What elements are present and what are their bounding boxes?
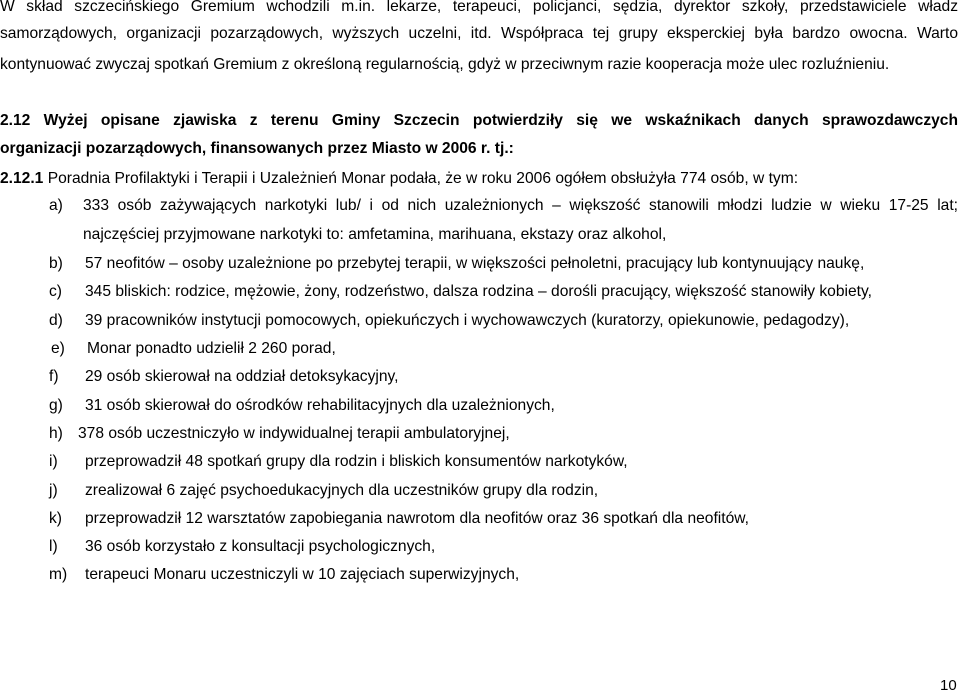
subsection-text: Poradnia Profilaktyki i Terapii i Uzależnień Monar podała, że w roku 2006 ogółem obsłużyła 774 osób, w tym: <box>43 170 799 187</box>
list-item-text: 31 osób skierował do ośrodków rehabilitacyjnych dla uzależnionych, <box>85 397 555 414</box>
list-item-letter: h) <box>49 425 63 442</box>
list-item-text: przeprowadził 12 warsztatów zapobiegania nawrotom dla neofitów oraz 36 spotkań dla neofitów, <box>85 510 749 527</box>
list-item-text: 333 osób zażywających narkotyki lub/ i od nich uzależnionych – większość stanowili młodzi ludzie w wieku 17-25 lat; <box>83 197 958 214</box>
intro-line-1: W skład szczecińskiego Gremium wchodzili m.in. lekarze, terapeuci, policjanci, sędzia, dyrektor szkoły, przedstawiciele władz <box>0 0 958 15</box>
list-item-letter: d) <box>49 312 63 329</box>
list-item-text: 36 osób korzystało z konsultacji psychologicznych, <box>85 538 436 555</box>
subsection-number: 2.12.1 <box>0 170 44 187</box>
list-item-text: zrealizował 6 zajęć psychoedukacyjnych dla uczestników grupy dla rodzin, <box>85 482 599 499</box>
list-item-letter: k) <box>49 510 62 527</box>
section-heading-line-2: organizacji pozarządowych, finansowanych przez Miasto w 2006 r. tj.: <box>0 140 514 157</box>
list-item-letter: l) <box>49 538 58 555</box>
list-item-text: 345 bliskich: rodzice, mężowie, żony, rodzeństwo, dalsza rodzina – dorośli pracujący, większość stanowiły kobiety, <box>85 283 872 300</box>
page-number: 10 <box>940 677 957 694</box>
list-item-text: przeprowadził 48 spotkań grupy dla rodzin i bliskich konsumentów narkotyków, <box>85 453 628 470</box>
list-item-text: 39 pracowników instytucji pomocowych, opiekuńczych i wychowawczych (kuratorzy, opiekunowie, pedagodzy), <box>85 312 850 329</box>
intro-line-2: samorządowych, organizacji pozarządowych, wyższych uczelni, itd. Współpraca tej grupy eksperckiej była bardzo owocna. Warto <box>0 25 958 42</box>
list-item-letter: b) <box>49 255 63 272</box>
intro-line-3: kontynuować zwyczaj spotkań Gremium z określoną regularnością, gdyż w przeciwnym razie kooperacja może ulec rozluźnieniu. <box>0 56 890 73</box>
list-item-text: Monar ponadto udzielił 2 260 porad, <box>87 340 336 357</box>
list-item-text: 57 neofitów – osoby uzależnione po przebytej terapii, w większości pełnoletni, pracujący lub kontynuujący naukę, <box>85 255 865 272</box>
list-item-letter: i) <box>49 453 58 470</box>
list-item-letter: m) <box>49 566 68 583</box>
section-heading-line-1: 2.12 Wyżej opisane zjawiska z terenu Gminy Szczecin potwierdziły się we wskaźnikach danych sprawozdawczych <box>0 112 958 129</box>
list-item-letter: a) <box>49 197 63 214</box>
list-item-letter: e) <box>51 340 65 357</box>
list-item-letter: j) <box>49 482 58 499</box>
subsection-line <box>0 170 798 188</box>
list-item-continuation: najczęściej przyjmowane narkotyki to: amfetamina, marihuana, ekstazy oraz alkohol, <box>83 226 667 243</box>
list-item-text: 378 osób uczestniczyło w indywidualnej terapii ambulatoryjnej, <box>78 425 510 442</box>
list-item-letter: g) <box>49 397 63 414</box>
list-item-letter: c) <box>49 283 62 300</box>
list-item-letter: f) <box>49 368 59 385</box>
list-item-text: 29 osób skierował na oddział detoksykacyjny, <box>85 368 399 385</box>
list-item-text: terapeuci Monaru uczestniczyli w 10 zajęciach superwizyjnych, <box>85 566 520 583</box>
